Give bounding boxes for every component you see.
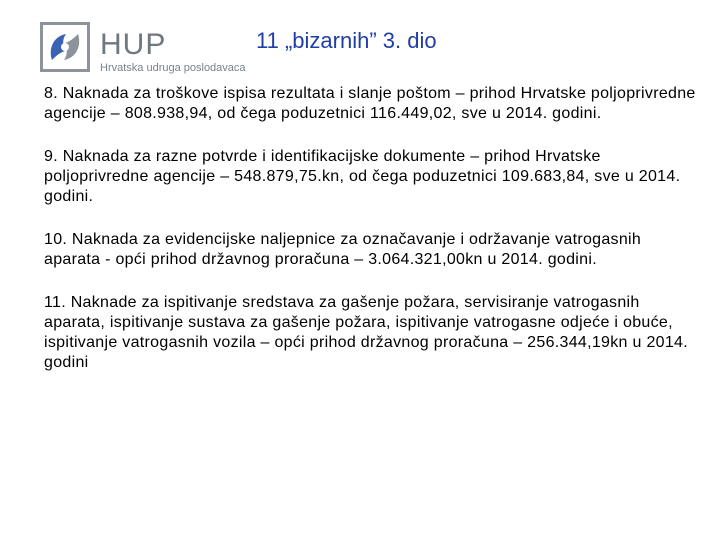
hup-logo bbox=[40, 22, 250, 78]
content-body bbox=[44, 84, 700, 396]
paragraph-item-11: 11. Naknade za ispitivanje sredstava za gašenje požara, servisiranje vatrogasnih aparata, ispitivanje sustava za gašenje požara, ispitivanje vatrogasne odjeće i obuće, ispitivanje vatrogasnih vozila – opći prihod državnog proračuna – 256.344,19kn u 2014. godini bbox=[44, 294, 688, 371]
paragraph-item-8: 8. Naknada za troškove ispisa rezultata i slanje poštom – prihod Hrvatske poljoprivredne agencije – 808.938,94, od čega poduzetnici 116.449,02, sve u 2014. godini. bbox=[44, 85, 696, 122]
logo-name: HUP bbox=[100, 28, 167, 61]
logo-subtitle: Hrvatska udruga poslodavaca bbox=[100, 62, 246, 74]
hup-logo-mark-icon bbox=[40, 22, 90, 72]
paragraph-item-9: 9. Naknada za razne potvrde i identifikacijske dokumente – prihod Hrvatske poljoprivredne agencije – 548.879,75.kn, od čega poduzetnici 109.683,84, sve u 2014. godini. bbox=[44, 148, 681, 205]
page-title: 11 „bizarnih” 3. dio bbox=[256, 28, 437, 53]
paragraph-item-10: 10. Naknada za evidencijske naljepnice za označavanje i održavanje vatrogasnih aparata - opći prihod državnog proračuna – 3.064.321,00kn u 2014. godini. bbox=[44, 231, 642, 268]
